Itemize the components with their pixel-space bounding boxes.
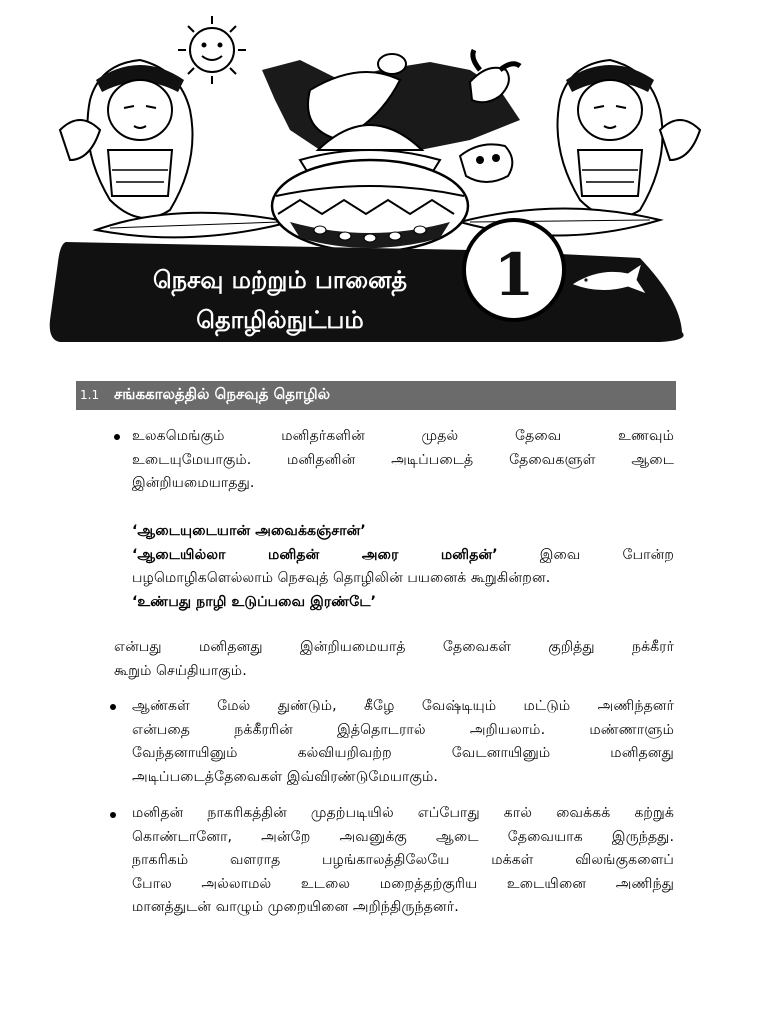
text-line: கொண்டானோ, அன்றே அவனுக்கு ஆடை தேவையாக இருந்தது. xyxy=(132,828,674,845)
text-line: உலகமெங்கும் மனிதர்களின் முதல் தேவை உணவும் xyxy=(132,428,674,444)
bullet-paragraph-2 xyxy=(132,695,674,789)
text-line: வேந்தனாயினும் கல்வியறிவற்ற வேடனாயினும் மனிதனது xyxy=(132,745,674,761)
text-line: உடையுமேயாகும். மனிதனின் அடிப்படைத் தேவைகளுள் ஆடை xyxy=(132,451,674,468)
proverb-1: ‘ஆடையுடையான் அவைக்கஞ்சான்’ xyxy=(132,523,366,539)
pongal-pot-drawing xyxy=(272,125,512,252)
bullet-icon xyxy=(114,434,120,440)
proverb-3: ‘உண்பது நாழி உடுப்பவை இரண்டே’ xyxy=(132,593,377,610)
text-line: போல அல்லாமல் உடலை மறைத்தற்குரிய உடையினை அணிந்து xyxy=(132,875,674,892)
bullet-icon xyxy=(110,704,116,710)
section-heading-bar xyxy=(76,381,676,410)
note-paragraph xyxy=(114,636,674,683)
section-number: 1.1 xyxy=(80,388,100,402)
text-line: மனிதன் நாகரிகத்தின் முதற்படியில் எப்போது கால் வைக்கக் கற்றுக் xyxy=(132,805,674,821)
proverb-block xyxy=(132,520,674,614)
text-line: அடிப்படைத்தேவைகள் இவ்விரண்டுமேயாகும். xyxy=(132,768,438,785)
section-title: சங்ககாலத்தில் நெசவுத் தொழில் xyxy=(114,385,331,403)
right-child-drawing xyxy=(558,60,701,218)
bullet-icon xyxy=(110,812,116,818)
proverb-2: ‘ஆடையில்லா மனிதன் அரை மனிதன்’ xyxy=(132,546,498,563)
sun-icon xyxy=(178,16,246,84)
chapter-title-line-2: தொழில்நுட்பம் xyxy=(196,306,364,334)
chapter-title xyxy=(100,260,460,340)
chapter-number: 1 xyxy=(493,241,535,309)
chapter-title-line-1: நெசவு மற்றும் பானைத் xyxy=(152,266,408,294)
proverb-2-continuation: இவை போன்ற xyxy=(497,546,675,563)
text-line: நாகரிகம் வளராத பழங்காலத்திலேயே மக்கள் விலங்குகளைப் xyxy=(132,852,674,868)
text-line: என்பது மனிதனது இன்றியமையாத் தேவைகள் குறித்து நக்கீரர் xyxy=(114,639,674,655)
text-line: கூறும் செய்தியாகும். xyxy=(114,662,247,679)
left-child-drawing xyxy=(60,60,193,218)
bullet-paragraph-1 xyxy=(132,425,674,496)
text-line: ஆண்கள் மேல் துண்டும், கீழே வேஷ்டியும் மட்டும் அணிந்தனர் xyxy=(132,698,674,714)
text-line: இன்றியமையாதது. xyxy=(132,475,255,491)
bullet-paragraph-3 xyxy=(132,802,674,920)
text-line: மானத்துடன் வாழும் முறையினை அறிந்திருந்தனர். xyxy=(132,899,459,915)
text-line: என்பதை நக்கீரரின் இத்தொடரால் அறியலாம். மண்ணாளும் xyxy=(132,721,674,738)
text-line: பழமொழிகளெல்லாம் நெசவுத் தொழிலின் பயனைக் கூறுகின்றன. xyxy=(132,570,551,586)
proverb-2-line xyxy=(132,544,674,568)
